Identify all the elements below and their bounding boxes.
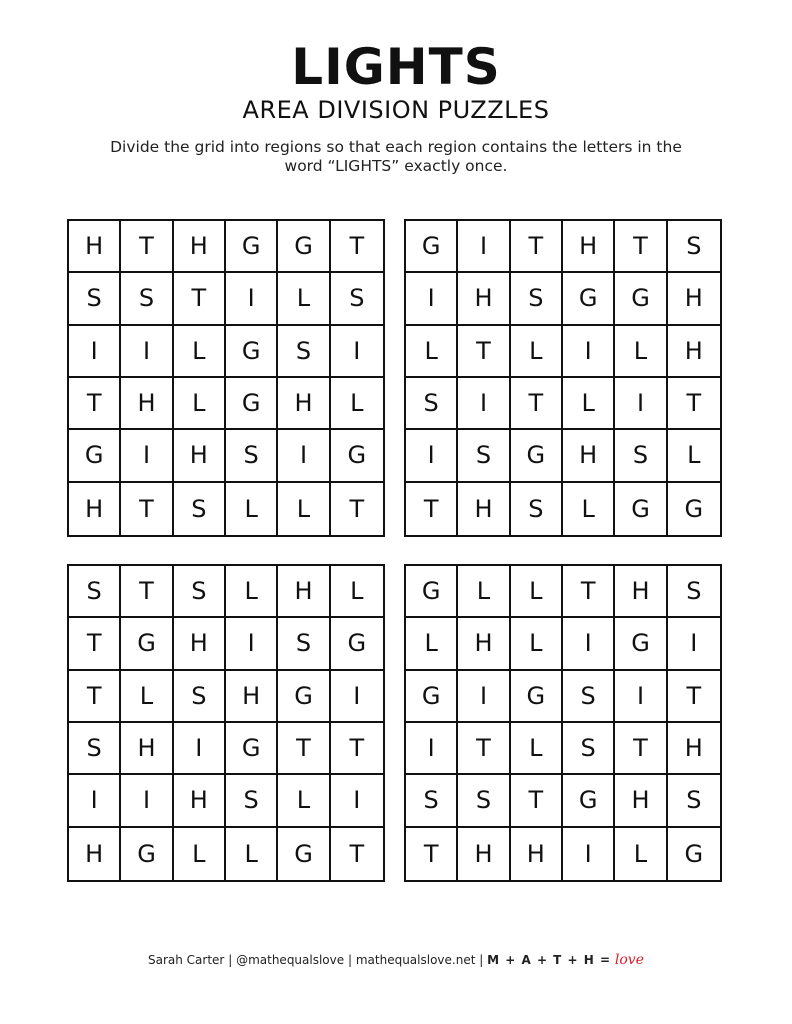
grid-cell: H xyxy=(174,221,226,273)
grid-cell: T xyxy=(121,483,173,535)
puzzle-grid-3 xyxy=(67,564,385,882)
grid-cell: L xyxy=(174,828,226,880)
grid-cell: H xyxy=(563,221,615,273)
grid-cell: L xyxy=(226,566,278,618)
grid-cell: I xyxy=(69,775,121,827)
grid-cell: S xyxy=(174,671,226,723)
grid-cell: H xyxy=(174,775,226,827)
grid-cell: I xyxy=(563,618,615,670)
grid-cell: T xyxy=(331,221,383,273)
grid-cell: G xyxy=(615,483,667,535)
grid-cell: S xyxy=(69,273,121,325)
grid-cell: I xyxy=(331,326,383,378)
grid-cell: L xyxy=(226,483,278,535)
grid-cell: H xyxy=(69,828,121,880)
grid-cell: L xyxy=(331,566,383,618)
grid-cell: G xyxy=(511,430,563,482)
grid-cell: G xyxy=(563,273,615,325)
grid-cell: I xyxy=(563,828,615,880)
grid-cell: L xyxy=(511,618,563,670)
grid-cell: S xyxy=(511,273,563,325)
grid-cell: H xyxy=(458,483,510,535)
puzzle-grid-4 xyxy=(404,564,722,882)
grid-cell: L xyxy=(278,775,330,827)
grid-cell: S xyxy=(563,671,615,723)
grid-cell: L xyxy=(121,671,173,723)
grid-cell: H xyxy=(174,618,226,670)
grid-cell: G xyxy=(278,671,330,723)
grid-cell: I xyxy=(69,326,121,378)
grid-cell: S xyxy=(668,566,720,618)
grid-cell: T xyxy=(668,378,720,430)
grid-cell: T xyxy=(69,671,121,723)
grid-cell: H xyxy=(615,566,667,618)
grid-cell: L xyxy=(563,483,615,535)
grid-cell: S xyxy=(121,273,173,325)
grid-cell: S xyxy=(406,775,458,827)
grid-cell: G xyxy=(406,221,458,273)
footer-separator: | xyxy=(347,953,353,967)
grid-cell: G xyxy=(511,671,563,723)
grid-cell: G xyxy=(331,430,383,482)
grid-cell: I xyxy=(406,723,458,775)
footer xyxy=(0,952,792,968)
grid-cell: H xyxy=(668,326,720,378)
grid-cell: S xyxy=(458,430,510,482)
grid-cell: G xyxy=(406,566,458,618)
grid-cell: L xyxy=(563,378,615,430)
grid-cell: I xyxy=(121,430,173,482)
grid-cell: T xyxy=(349,839,365,868)
grid-cell: T xyxy=(615,723,667,775)
grid-cell: S xyxy=(563,723,615,775)
grid-cell: T xyxy=(615,221,667,273)
grid-cell: L xyxy=(511,566,563,618)
grid-cell: L xyxy=(174,326,226,378)
grid-cell: G xyxy=(331,618,383,670)
grid-cell: L xyxy=(406,326,458,378)
grid-cell: S xyxy=(69,723,121,775)
grid-cell: I xyxy=(458,221,510,273)
grid-cell: I xyxy=(615,378,667,430)
grid-cell: S xyxy=(668,775,720,827)
grid-cell: S xyxy=(458,775,510,827)
grid-cell: H xyxy=(226,671,278,723)
grid-cell: L xyxy=(278,483,330,535)
grid-cell: T xyxy=(121,221,173,273)
grid-cell: I xyxy=(174,723,226,775)
grid-cell: L xyxy=(406,618,458,670)
grid-cell: H xyxy=(458,273,510,325)
grid-cell: S xyxy=(226,775,278,827)
grid-cell: I xyxy=(406,430,458,482)
grid-cell: L xyxy=(331,378,383,430)
grid-cell: L xyxy=(668,430,720,482)
grid-cell: H xyxy=(121,723,173,775)
page-subtitle: AREA DIVISION PUZZLES xyxy=(242,96,550,124)
grid-cell: I xyxy=(406,273,458,325)
puzzle-grid-1 xyxy=(67,219,385,537)
grid-cell: S xyxy=(226,430,278,482)
grid-cell: I xyxy=(458,378,510,430)
grid-cell: T xyxy=(331,723,383,775)
grid-cell: H xyxy=(278,378,330,430)
grid-cell: I xyxy=(668,618,720,670)
grid-cell: S xyxy=(278,618,330,670)
grid-cell: G xyxy=(684,839,704,868)
grid-cell: H xyxy=(278,566,330,618)
grid-cell: S xyxy=(69,566,121,618)
grid-cell: L xyxy=(278,273,330,325)
grid-cell: L xyxy=(511,723,563,775)
grid-cell: G xyxy=(615,273,667,325)
grid-cell: H xyxy=(69,483,121,535)
grid-cell: H xyxy=(668,273,720,325)
grid-cell: I xyxy=(331,775,383,827)
grid-cell: I xyxy=(331,671,383,723)
grid-cell: G xyxy=(226,221,278,273)
grid-cell: T xyxy=(121,566,173,618)
grid-cell: G xyxy=(226,326,278,378)
grid-cell: T xyxy=(668,671,720,723)
grid-cell: I xyxy=(458,671,510,723)
grid-cell: G xyxy=(406,671,458,723)
footer-handle: @mathequalslove xyxy=(236,953,345,967)
grid-cell: H xyxy=(458,828,510,880)
grid-cell: T xyxy=(511,378,563,430)
grid-cell: I xyxy=(615,671,667,723)
grid-cell: G xyxy=(278,221,330,273)
grid-cell: H xyxy=(174,430,226,482)
grid-cell: G xyxy=(563,775,615,827)
grid-cell: L xyxy=(615,828,667,880)
grid-cell: G xyxy=(615,618,667,670)
grid-cell: S xyxy=(615,430,667,482)
grid-cell: I xyxy=(121,775,173,827)
page-title: LIGHTS xyxy=(291,38,501,96)
grid-cell: T xyxy=(69,378,121,430)
grid-cell: H xyxy=(511,828,563,880)
grid-cell: I xyxy=(121,326,173,378)
grid-cell: I xyxy=(563,326,615,378)
grid-cell: S xyxy=(278,326,330,378)
grid-cell: T xyxy=(511,221,563,273)
grid-cell: T xyxy=(563,566,615,618)
grid-cell: S xyxy=(511,483,563,535)
grid-cell: H xyxy=(668,723,720,775)
footer-love-logo: love xyxy=(614,952,644,968)
grid-cell: I xyxy=(226,273,278,325)
grid-cell: T xyxy=(349,494,365,523)
grid-cell: T xyxy=(458,723,510,775)
grid-cell: G xyxy=(69,430,121,482)
grid-cell: S xyxy=(174,566,226,618)
grid-cell: H xyxy=(458,618,510,670)
grid-cell: T xyxy=(406,828,458,880)
grid-cell: H xyxy=(69,221,121,273)
footer-separator: | xyxy=(479,953,484,967)
grid-cell: S xyxy=(331,273,383,325)
grid-cell: I xyxy=(226,618,278,670)
footer-author: Sarah Carter xyxy=(148,953,225,967)
grid-cell: T xyxy=(174,273,226,325)
grid-cell: H xyxy=(563,430,615,482)
grid-cell: S xyxy=(174,483,226,535)
grid-cell: I xyxy=(278,430,330,482)
grid-cell: T xyxy=(406,483,458,535)
grid-cell: G xyxy=(121,828,173,880)
grid-cell: T xyxy=(458,326,510,378)
grid-cell: L xyxy=(615,326,667,378)
grid-cell: S xyxy=(668,221,720,273)
puzzle-grid-2 xyxy=(404,219,722,537)
grid-cell: L xyxy=(458,566,510,618)
grid-cell: S xyxy=(406,378,458,430)
instructions: Divide the grid into regions so that each region contains the letters in the word “LIGHTS” exactly once. xyxy=(110,138,682,175)
footer-brand-logo: M + A + T + H = xyxy=(487,953,612,967)
footer-website: mathequalslove.net xyxy=(355,953,476,967)
grid-cell: L xyxy=(511,326,563,378)
grid-cell: H xyxy=(121,378,173,430)
grid-cell: H xyxy=(615,775,667,827)
grid-cell: T xyxy=(69,618,121,670)
grid-cell: G xyxy=(684,494,704,523)
grid-cell: T xyxy=(278,723,330,775)
footer-separator: | xyxy=(228,953,233,967)
grid-cell: L xyxy=(226,828,278,880)
grid-cell: T xyxy=(511,775,563,827)
grid-cell: G xyxy=(226,378,278,430)
grid-cell: L xyxy=(174,378,226,430)
grid-cell: G xyxy=(121,618,173,670)
grid-cell: G xyxy=(226,723,278,775)
grid-cell: G xyxy=(278,828,330,880)
